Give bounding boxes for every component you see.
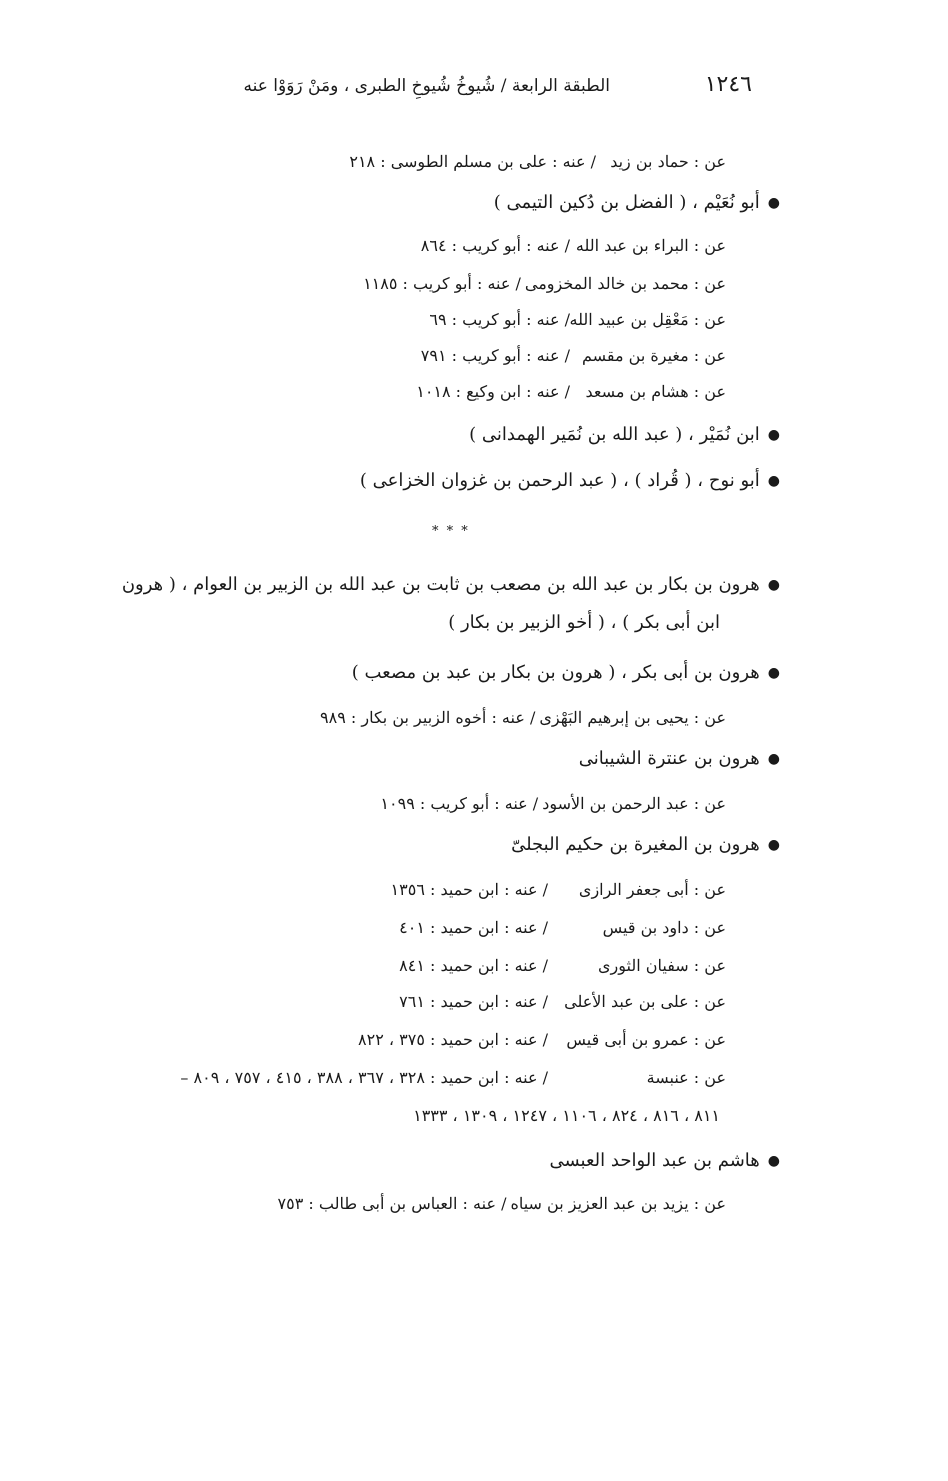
bullet-icon: ● <box>767 751 780 767</box>
biography-entry <box>360 470 780 491</box>
narration-source: عن : حماد بن زيد <box>610 152 726 171</box>
biography-entry <box>511 834 780 855</box>
bullet-icon: ● <box>767 577 780 593</box>
biography-entry <box>579 748 780 769</box>
narration-source: عن : هشام بن مسعد <box>585 382 726 401</box>
narration-source: عن : مغيرة بن مقسم <box>581 346 726 365</box>
entry-heading: أبو نُعَيْم ، ( الفضل بن دُكين التيمى ) <box>493 192 760 213</box>
narration-via: / عنه : ابن وكيع : ١٠١٨ <box>416 382 570 401</box>
narration-line <box>391 880 726 899</box>
narration-line <box>429 310 726 329</box>
bullet-icon: ● <box>767 837 780 853</box>
narration-source: عن : البراء بن عبد الله <box>575 236 726 255</box>
biography-entry <box>494 192 780 213</box>
narration-via: / عنه : أبو كريب : ١١٨٥ <box>363 274 521 293</box>
biography-entry <box>122 574 780 595</box>
narration-line <box>416 382 726 401</box>
section-separator: * * * <box>432 524 470 539</box>
narration-source: عن : عنبسة <box>646 1068 726 1087</box>
entry-heading: هرون بن عنترة الشيبانى <box>578 748 760 769</box>
narration-line <box>421 346 726 365</box>
bullet-icon: ● <box>767 1153 780 1169</box>
entry-heading: هرون بن أبى بكر ، ( هرون بن بكار بن عبد بن مصعب ) <box>351 662 760 683</box>
narration-source: عن : عمرو بن أبى قيس <box>566 1030 726 1049</box>
narration-line <box>380 794 726 813</box>
narration-via: / عنه : ابن حميد : ١٣٥٦ <box>390 880 548 899</box>
entry-heading: أبو نوح ، ( قُراد ) ، ( عبد الرحمن بن غزوان الخزاعى ) <box>359 470 760 491</box>
narration-line <box>349 152 726 171</box>
narration-via: / عنه : أبو كريب : ٧٩١ <box>420 346 570 365</box>
entry-heading: هرون بن المغيرة بن حكيم البجلىّ <box>511 834 760 855</box>
narration-source: عن : عبد الرحمن بن الأسود <box>542 794 726 813</box>
running-header: الطبقة الرابعة / شُيوخُ شُيوخِ الطبرى ، ومَنْ رَوَوْا عنه <box>243 76 610 96</box>
narration-via: / عنه : أبو كريب : ١٠٩٩ <box>380 794 539 813</box>
entry-heading: هاشم بن عبد الواحد العبسى <box>549 1150 760 1171</box>
narration-source: عن : يحيى بن إبرهيم البَهْزى <box>539 708 726 727</box>
narration-line <box>320 708 726 727</box>
narration-source: عن : أبى جعفر الرازى <box>578 880 726 899</box>
narration-via: / عنه : ابن حميد : ٤٠١ <box>399 918 548 937</box>
page-number: ١٢٤٦ <box>704 72 752 97</box>
narration-continuation: ٨١١ ، ٨١٦ ، ٨٢٤ ، ١١٠٦ ، ١٢٤٧ ، ١٣٠٩ ، ١٣٣٣ <box>413 1106 720 1125</box>
narration-line <box>399 956 726 975</box>
entry-heading: ابن نُمَيْر ، ( عبد الله بن نُمَير الهمدانى ) <box>469 424 760 445</box>
narration-line <box>363 274 726 293</box>
narration-source: عن : محمد بن خالد المخزومى <box>524 274 726 293</box>
narration-via: / عنه : العباس بن أبى طالب : ٧٥٣ <box>277 1194 507 1213</box>
narration-via: / عنه : أبو كريب : ٨٦٤ <box>420 236 570 255</box>
narration-via: / عنه : على بن مسلم الطوسى : ٢١٨ <box>349 152 596 171</box>
entry-heading: هرون بن بكار بن عبد الله بن مصعب بن ثابت بن عبد الله بن الزبير بن العوام ، ( هرون <box>121 574 760 595</box>
narration-line <box>421 236 726 255</box>
narration-source: عن : على بن عبد الأعلى <box>564 992 726 1011</box>
biography-entry <box>352 662 780 683</box>
narration-via: / عنه : ابن حميد : ٧٦١ <box>399 992 548 1011</box>
narration-source: عن : سفيان الثورى <box>598 956 726 975</box>
narration-via: / عنه : ابن حميد : ٨٤١ <box>399 956 548 975</box>
narration-line <box>399 992 726 1011</box>
narration-source: عن : مَعْقِل بن عبيد الله <box>569 310 726 329</box>
narration-via: / عنه : ابن حميد : ٣٧٥ ، ٨٢٢ <box>358 1030 548 1049</box>
bullet-icon: ● <box>767 473 780 489</box>
narration-line <box>399 918 726 937</box>
narration-line <box>278 1194 726 1213</box>
narration-line <box>358 1030 726 1049</box>
narration-via: / عنه : أخوه الزبير بن بكار : ٩٨٩ <box>320 708 536 727</box>
bullet-icon: ● <box>767 665 780 681</box>
bullet-icon: ● <box>767 195 780 211</box>
narration-via: / عنه : ابن حميد : ٣٢٨ ، ٣٦٧ ، ٣٨٨ ، ٤١٥ ، ٧٥٧ ، ٨٠٩ – <box>180 1068 548 1087</box>
entry-continuation: ابن أبى بكر ) ، ( أخو الزبير بن بكار ) <box>448 612 720 633</box>
narration-via: / عنه : أبو كريب : ٦٩ <box>429 310 570 329</box>
narration-source: عن : يزيد بن عبد العزيز بن سياه <box>510 1194 726 1213</box>
biography-entry <box>469 424 780 445</box>
narration-line <box>180 1068 726 1087</box>
narration-source: عن : داود بن قيس <box>602 918 726 937</box>
bullet-icon: ● <box>767 427 780 443</box>
biography-entry <box>550 1150 781 1171</box>
